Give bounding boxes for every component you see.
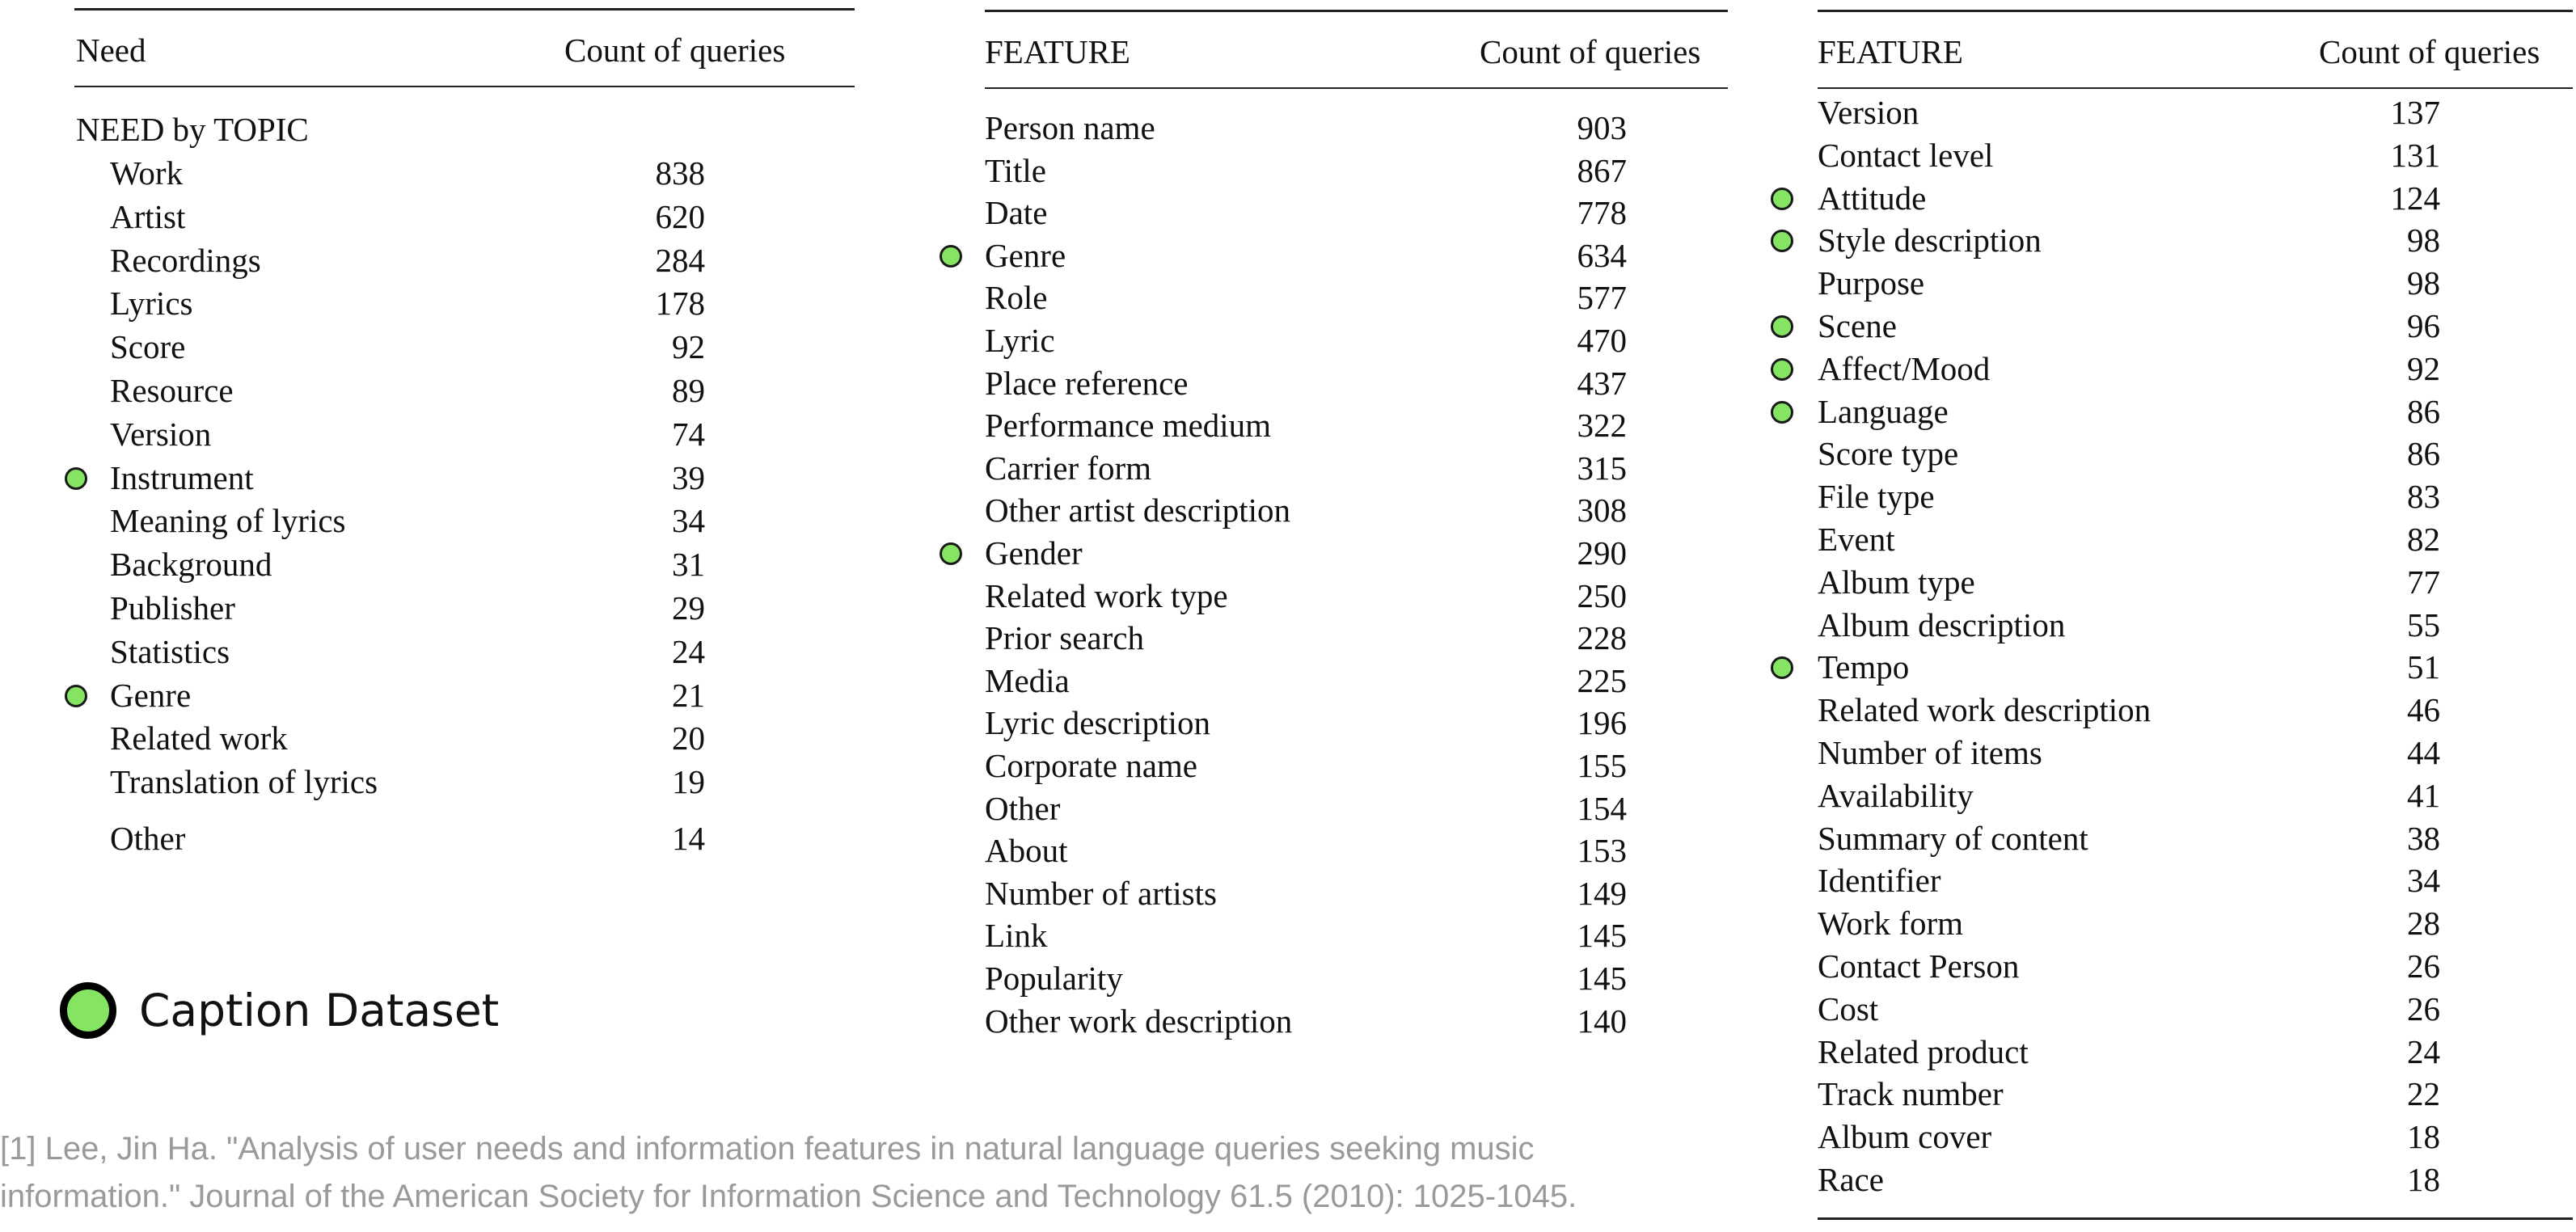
need-group-label: NEED by TOPIC [76, 111, 309, 148]
feature-table-1-header-count: Count of queries [1480, 33, 1701, 70]
feature-table-2-bottom-rule [1818, 1217, 2573, 1220]
citation-line-1: [1] Lee, Jin Ha. "Analysis of user needs and information features in natural language queries seeking music [0, 1131, 1535, 1167]
row-label: Gender [985, 534, 1083, 572]
table-row [1722, 178, 2576, 218]
table-row [1722, 605, 2576, 645]
row-label: Publisher [110, 589, 235, 627]
row-count: 437 [1577, 364, 1627, 402]
row-count: 74 [672, 415, 705, 453]
row-count: 20 [672, 719, 705, 757]
row-count: 86 [2407, 435, 2440, 473]
table-row [0, 153, 857, 193]
table-row [889, 788, 1730, 829]
row-label: Work form [1818, 905, 1964, 943]
row-label: Person name [985, 109, 1155, 146]
table-row [889, 320, 1730, 361]
row-label: Style description [1818, 222, 2042, 259]
table-row [889, 405, 1730, 445]
row-label: Media [985, 661, 1070, 699]
row-label: Translation of lyrics [110, 763, 378, 801]
row-count: 18 [2407, 1118, 2440, 1156]
row-label: Album cover [1818, 1118, 1992, 1156]
row-label: Resource [110, 372, 234, 409]
row-count: 196 [1577, 704, 1627, 742]
row-label: Popularity [985, 960, 1123, 997]
feature-table-1-top-rule [985, 10, 1728, 12]
row-label: Place reference [985, 364, 1189, 402]
table-row [1722, 519, 2576, 559]
row-label: Summary of content [1818, 819, 2088, 857]
row-count: 34 [672, 502, 705, 540]
table-row [0, 196, 857, 237]
table-row [1722, 946, 2576, 986]
feature-table-2 [1722, 0, 2576, 1232]
table-row [1722, 989, 2576, 1029]
table-row [1722, 433, 2576, 474]
row-count: 92 [672, 328, 705, 366]
row-count: 26 [2407, 947, 2440, 985]
table-row [889, 490, 1730, 530]
row-label: Lyric [985, 322, 1055, 359]
table-row [1722, 220, 2576, 260]
need-table-header-count: Count of queries [564, 32, 786, 69]
table-row [1722, 1116, 2576, 1157]
row-label: Contact Person [1818, 947, 2020, 985]
table-row [1722, 348, 2576, 389]
table-row [0, 370, 857, 411]
row-count: 28 [2407, 905, 2440, 943]
row-label: Performance medium [985, 407, 1272, 445]
table-row [0, 458, 857, 498]
row-count: 903 [1577, 109, 1627, 146]
table-row [889, 830, 1730, 871]
row-count: 149 [1577, 874, 1627, 912]
row-label: Version [110, 415, 212, 453]
feature-table-1-header-rule [985, 87, 1728, 89]
citation [0, 1125, 1738, 1221]
row-count: 322 [1577, 407, 1627, 445]
row-count: 86 [2407, 392, 2440, 430]
table-row [889, 958, 1730, 998]
row-label: Related work type [985, 576, 1228, 614]
row-label: File type [1818, 478, 1935, 516]
row-label: Other work description [985, 1002, 1293, 1040]
table-row [1722, 818, 2576, 859]
table-row [1722, 391, 2576, 432]
caption-dataset-marker-icon [1771, 401, 1793, 424]
table-row [1722, 135, 2576, 175]
table-row [889, 235, 1730, 276]
row-label: Attitude [1818, 179, 1927, 217]
caption-dataset-marker-icon [940, 542, 962, 565]
table-row [889, 702, 1730, 743]
table-row [889, 108, 1730, 148]
row-count: 51 [2407, 648, 2440, 686]
row-count: 98 [2407, 222, 2440, 259]
table-row [0, 675, 857, 715]
caption-dataset-marker-icon [1771, 188, 1793, 210]
row-count: 19 [672, 763, 705, 801]
row-count: 24 [672, 632, 705, 670]
row-count: 31 [672, 546, 705, 584]
row-label: Instrument [110, 458, 254, 496]
table-row [1722, 562, 2576, 602]
table-row [889, 363, 1730, 403]
table-row [889, 618, 1730, 658]
row-label: Date [985, 194, 1048, 232]
row-label: Related product [1818, 1032, 2029, 1070]
row-count: 284 [655, 241, 705, 279]
row-label: Tempo [1818, 648, 1910, 686]
row-label: Genre [985, 236, 1066, 274]
row-count: 39 [672, 458, 705, 496]
feature-table-2-header-rule [1818, 87, 2573, 89]
row-label: Lyric description [985, 704, 1210, 742]
need-table-header-rule [74, 86, 855, 87]
row-label: Cost [1818, 989, 1879, 1027]
table-row [889, 277, 1730, 318]
table-row [889, 660, 1730, 701]
table-row [0, 283, 857, 323]
row-count: 154 [1577, 789, 1627, 827]
row-label: Event [1818, 521, 1895, 558]
row-count: 44 [2407, 734, 2440, 771]
caption-dataset-marker-icon [1771, 230, 1793, 252]
table-row [889, 533, 1730, 573]
need-table-top-rule [74, 8, 855, 11]
row-count: 153 [1577, 832, 1627, 870]
row-label: Corporate name [985, 747, 1197, 784]
row-label: Carrier form [985, 449, 1152, 487]
table-row [1722, 775, 2576, 816]
table-row [889, 1001, 1730, 1041]
feature-table-2-header-count: Count of queries [2319, 33, 2540, 70]
table-row [0, 327, 857, 367]
table-row [889, 192, 1730, 233]
table-row [1722, 732, 2576, 773]
row-count: 82 [2407, 521, 2440, 558]
row-count: 290 [1577, 534, 1627, 572]
feature-table-1 [889, 0, 1730, 1232]
table-row [889, 150, 1730, 191]
table-row [1722, 903, 2576, 943]
row-count: 470 [1577, 322, 1627, 359]
row-count: 867 [1577, 151, 1627, 189]
row-count: 137 [2390, 94, 2440, 131]
row-count: 140 [1577, 1002, 1627, 1040]
row-label: Title [985, 151, 1046, 189]
table-row [0, 544, 857, 584]
row-label: Background [110, 546, 272, 584]
row-count: 838 [655, 154, 705, 192]
caption-dataset-marker-icon [1771, 315, 1793, 338]
row-label: Availability [1818, 776, 1974, 814]
table-row [1722, 92, 2576, 133]
row-label: Affect/Mood [1818, 349, 1991, 387]
row-label: Role [985, 279, 1048, 317]
row-count: 145 [1577, 960, 1627, 997]
row-count: 83 [2407, 478, 2440, 516]
feature-table-1-header-label: FEATURE [985, 33, 1130, 70]
table-row [889, 448, 1730, 488]
table-row [0, 762, 857, 802]
row-label: Related work [110, 719, 288, 757]
row-count: 77 [2407, 563, 2440, 601]
row-label: Album type [1818, 563, 1975, 601]
row-label: Score [110, 328, 186, 366]
row-count: 92 [2407, 349, 2440, 387]
row-label: Language [1818, 392, 1949, 430]
row-label: Album description [1818, 605, 2066, 643]
table-row [1722, 263, 2576, 303]
row-count: 155 [1577, 747, 1627, 784]
table-row [0, 500, 857, 541]
caption-dataset-marker-icon [65, 685, 87, 707]
row-label: Recordings [110, 241, 261, 279]
row-label: Artist [110, 197, 186, 235]
row-count: 38 [2407, 819, 2440, 857]
table-row [1722, 476, 2576, 517]
row-count: 178 [655, 285, 705, 323]
feature-table-2-top-rule [1818, 10, 2573, 12]
row-label: Race [1818, 1161, 1884, 1198]
row-count: 34 [2407, 862, 2440, 900]
row-count: 124 [2390, 179, 2440, 217]
row-count: 18 [2407, 1161, 2440, 1198]
row-label: Genre [110, 676, 192, 714]
row-count: 29 [672, 589, 705, 627]
need-table-header-label: Need [76, 32, 146, 69]
row-count: 308 [1577, 492, 1627, 530]
row-label: Other artist description [985, 492, 1291, 530]
row-count: 22 [2407, 1075, 2440, 1113]
row-label: Contact level [1818, 136, 1994, 174]
row-label: Number of artists [985, 874, 1217, 912]
row-count: 41 [2407, 776, 2440, 814]
row-count: 778 [1577, 194, 1627, 232]
table-row [889, 873, 1730, 913]
row-count: 98 [2407, 264, 2440, 302]
table-row [0, 240, 857, 281]
table-row [1722, 1032, 2576, 1072]
row-label: Link [985, 917, 1048, 955]
row-label: Other [110, 820, 186, 857]
row-count: 131 [2390, 136, 2440, 174]
table-row [889, 915, 1730, 956]
row-count: 21 [672, 676, 705, 714]
citation-line-2: information." Journal of the American Society for Information Science and Technology 61.5 (2010): 1025-1045. [0, 1179, 1577, 1214]
table-row [1722, 860, 2576, 901]
table-row [0, 818, 857, 859]
row-label: Number of items [1818, 734, 2042, 771]
row-count: 24 [2407, 1032, 2440, 1070]
row-label: Statistics [110, 632, 230, 670]
row-label: About [985, 832, 1068, 870]
row-count: 89 [672, 372, 705, 409]
table-row [1722, 1159, 2576, 1200]
row-count: 14 [672, 820, 705, 857]
row-count: 228 [1577, 619, 1627, 657]
table-row [889, 745, 1730, 786]
row-label: Track number [1818, 1075, 2004, 1113]
table-row [1722, 1074, 2576, 1114]
caption-dataset-legend-icon [60, 982, 116, 1039]
caption-dataset-marker-icon [940, 245, 962, 268]
row-label: Version [1818, 94, 1919, 131]
row-label: Other [985, 789, 1061, 827]
table-row [0, 631, 857, 672]
feature-table-2-header-label: FEATURE [1818, 33, 1963, 70]
row-count: 577 [1577, 279, 1627, 317]
caption-dataset-marker-icon [1771, 358, 1793, 381]
row-label: Score type [1818, 435, 1959, 473]
row-label: Identifier [1818, 862, 1941, 900]
row-label: Purpose [1818, 264, 1925, 302]
need-table [0, 0, 857, 1232]
row-label: Meaning of lyrics [110, 502, 346, 540]
table-row [1722, 647, 2576, 687]
row-count: 145 [1577, 917, 1627, 955]
row-count: 96 [2407, 307, 2440, 344]
table-row [0, 588, 857, 628]
row-count: 46 [2407, 691, 2440, 729]
row-label: Prior search [985, 619, 1144, 657]
caption-dataset-marker-icon [1771, 656, 1793, 679]
row-count: 225 [1577, 661, 1627, 699]
table-row [1722, 690, 2576, 730]
caption-dataset-legend-label: Caption Dataset [139, 985, 500, 1036]
row-count: 55 [2407, 605, 2440, 643]
table-row [0, 414, 857, 454]
row-count: 315 [1577, 449, 1627, 487]
table-row [0, 718, 857, 758]
caption-dataset-marker-icon [65, 467, 87, 490]
row-count: 250 [1577, 576, 1627, 614]
row-label: Related work description [1818, 691, 2152, 729]
row-label: Scene [1818, 307, 1897, 344]
table-row [1722, 306, 2576, 346]
row-count: 634 [1577, 236, 1627, 274]
row-count: 620 [655, 197, 705, 235]
row-label: Lyrics [110, 285, 193, 323]
row-count: 26 [2407, 989, 2440, 1027]
row-label: Work [110, 154, 184, 192]
table-row [889, 576, 1730, 616]
